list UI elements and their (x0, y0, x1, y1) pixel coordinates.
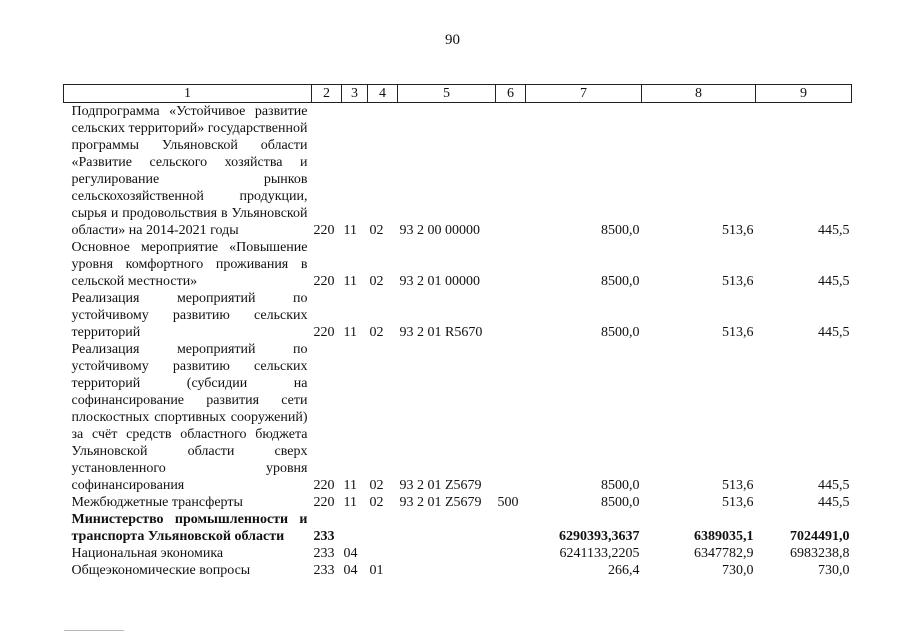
row-ministry-code: 233 (313, 529, 335, 544)
row-name: Основное мероприятие «Повышение уровня комфортного проживания в сельской местности» (71, 240, 308, 289)
row-expense-type (496, 511, 526, 545)
row-subsection: 02 (369, 495, 384, 510)
row-amount-col8: 513,6 (722, 274, 754, 289)
row-amount-col7: 8500,0 (601, 223, 640, 238)
row-amount-col9: 445,5 (818, 478, 850, 493)
column-header-7: 7 (526, 85, 642, 103)
column-header-6: 6 (496, 85, 526, 103)
row-amount-col8: 730,0 (722, 563, 754, 578)
row-target-article: 93 2 01 Z5679 (399, 495, 482, 510)
page-number: 90 (445, 32, 460, 48)
row-subsection (368, 545, 398, 562)
row-name: Общеэкономические вопросы (71, 563, 251, 578)
row-name: Реализация мероприятий по устойчивому развитию сельских территорий (субсидии на софинансирование развития сети плоскостных спортивных сооружений) за счёт средств областного бюджета Ульяновской области сверх установленного уровня софинансирования (71, 342, 308, 493)
budget-table (63, 84, 852, 579)
row-expense-type (496, 545, 526, 562)
row-amount-col7: 8500,0 (601, 274, 640, 289)
row-target-article (398, 562, 496, 579)
row-ministry-code: 233 (313, 563, 335, 578)
row-section: 11 (343, 274, 357, 289)
row-target-article: 93 2 01 R5670 (399, 325, 483, 340)
row-name: Подпрограмма «Устойчивое развитие сельских территорий» государственной программы Ульяновской области «Развитие сельского хозяйства и регулирование рынков сельскохозяйственной продукции, сырья и продовольствия в Ульяновской области» на 2014-2021 годы (71, 104, 308, 238)
row-amount-col9: 730,0 (818, 563, 850, 578)
row-amount-col9: 445,5 (818, 223, 850, 238)
row-amount-col9: 445,5 (818, 325, 850, 340)
row-section: 11 (343, 325, 357, 340)
row-ministry-code: 220 (313, 478, 335, 493)
table-row (64, 545, 852, 562)
column-header-8: 8 (642, 85, 756, 103)
row-subsection: 02 (369, 223, 384, 238)
column-header-3: 3 (342, 85, 368, 103)
row-ministry-code: 220 (313, 274, 335, 289)
row-section: 11 (343, 223, 357, 238)
row-name: Национальная экономика (71, 546, 224, 561)
column-header-2: 2 (312, 85, 342, 103)
row-ministry-code: 220 (313, 495, 335, 510)
row-expense-type (496, 562, 526, 579)
row-ministry-code: 220 (313, 325, 335, 340)
row-ministry-code: 220 (313, 223, 335, 238)
row-target-article: 93 2 01 Z5679 (399, 478, 482, 493)
row-target-article (398, 511, 496, 545)
table-row (64, 290, 852, 341)
row-amount-col8: 513,6 (722, 495, 754, 510)
row-target-article (398, 545, 496, 562)
row-target-article: 93 2 00 00000 (399, 223, 480, 238)
row-section: 04 (343, 546, 358, 561)
row-name: Межбюджетные трансферты (71, 495, 243, 510)
row-amount-col9: 445,5 (818, 495, 850, 510)
row-ministry-code: 233 (313, 546, 335, 561)
row-expense-type (496, 341, 526, 494)
row-expense-type (496, 239, 526, 290)
header-row (64, 85, 852, 103)
row-section (342, 511, 368, 545)
row-name: Министерство промышленности и транспорта Ульяновской области (71, 512, 308, 544)
table-row (64, 562, 852, 579)
row-section: 04 (343, 563, 358, 578)
row-amount-col8: 513,6 (722, 223, 754, 238)
row-name: Реализация мероприятий по устойчивому развитию сельских территорий (71, 291, 308, 340)
row-amount-col9: 6983238,8 (790, 546, 850, 561)
row-expense-type: 500 (497, 495, 519, 510)
row-subsection: 01 (369, 563, 384, 578)
row-target-article: 93 2 01 00000 (399, 274, 480, 289)
column-header-5: 5 (398, 85, 496, 103)
table-row (64, 341, 852, 494)
row-amount-col7: 8500,0 (601, 495, 640, 510)
row-amount-col8: 6389035,1 (694, 529, 754, 544)
row-subsection: 02 (369, 478, 384, 493)
row-amount-col7: 266,4 (608, 563, 640, 578)
column-header-4: 4 (368, 85, 398, 103)
table-row (64, 239, 852, 290)
column-header-9: 9 (756, 85, 852, 103)
row-amount-col7: 8500,0 (601, 325, 640, 340)
row-amount-col7: 6290393,3637 (559, 529, 640, 544)
row-amount-col9: 7024491,0 (790, 529, 850, 544)
row-amount-col7: 8500,0 (601, 478, 640, 493)
table-row-ministry-total (64, 511, 852, 545)
row-amount-col8: 6347782,9 (694, 546, 754, 561)
row-section: 11 (343, 478, 357, 493)
table-row (64, 103, 852, 240)
row-expense-type (496, 290, 526, 341)
table-row (64, 494, 852, 511)
row-amount-col9: 445,5 (818, 274, 850, 289)
scan-artifact-line (64, 630, 124, 631)
row-section: 11 (343, 495, 357, 510)
row-subsection (368, 511, 398, 545)
row-expense-type (496, 103, 526, 240)
column-header-1: 1 (64, 85, 312, 103)
row-subsection: 02 (369, 325, 384, 340)
row-subsection: 02 (369, 274, 384, 289)
row-amount-col8: 513,6 (722, 325, 754, 340)
row-amount-col7: 6241133,2205 (559, 546, 640, 561)
row-amount-col8: 513,6 (722, 478, 754, 493)
